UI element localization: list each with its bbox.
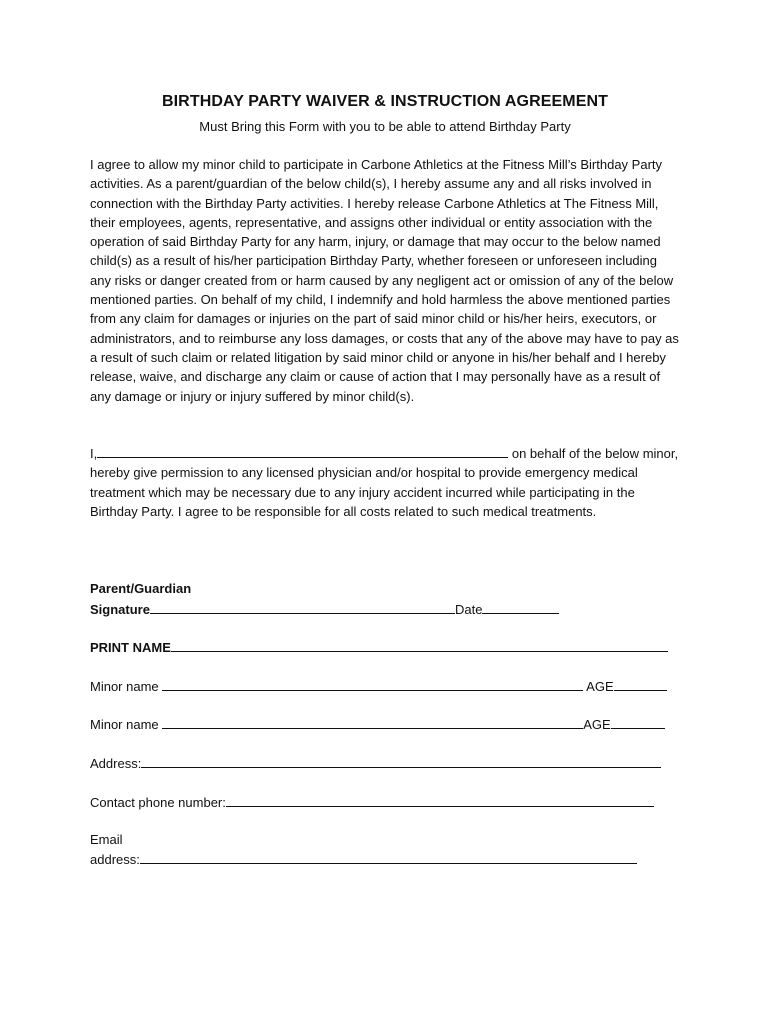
email-field[interactable] <box>140 849 637 864</box>
parent-name-blank[interactable] <box>97 444 508 458</box>
phone-row <box>90 792 654 812</box>
print-name-field[interactable] <box>171 637 668 652</box>
email-label-line1: Email <box>90 832 123 847</box>
date-field[interactable] <box>482 599 559 614</box>
age-label-2: AGE <box>583 717 611 732</box>
medical-rest-text: minor, hereby give permission to any licensed physician and/or hospital to provide emergency medical treatment which may be necessary due to any injury accident incurred while participating in the Birthday Party. I agree to be responsible for all costs related to such medical treatments. <box>90 446 679 519</box>
minor-name-field-2[interactable] <box>162 714 583 729</box>
minor-name-label-1: Minor name <box>90 679 159 694</box>
form-subtitle: Must Bring this Form with you to be able to attend Birthday Party <box>199 119 571 134</box>
age-label-1: AGE <box>586 679 614 694</box>
parent-guardian-label: Parent/Guardian <box>90 581 192 596</box>
age-field-1[interactable] <box>614 676 667 691</box>
print-name-label: PRINT NAME <box>90 640 171 655</box>
phone-label: Contact phone number: <box>90 795 226 810</box>
minor-name-label-2: Minor name <box>90 717 159 732</box>
email-label-line2: address: <box>90 852 140 867</box>
signature-field[interactable] <box>150 599 455 614</box>
medical-lead-text: I, <box>90 446 98 461</box>
age-field-2[interactable] <box>611 714 665 729</box>
medical-after-blank-text: on behalf of the below <box>508 446 640 461</box>
address-field[interactable] <box>141 753 661 768</box>
minor-name-row-2 <box>90 714 665 734</box>
signature-label: Signature <box>90 602 150 617</box>
waiver-paragraph: I agree to allow my minor child to participate in Carbone Athletics at the Fitness Mill’s Birthday Party activities. As a parent/guardian of the below child(s), I hereby assume any and all risks involved in connection with the Birthday Party activities. I hereby release Carbone Athletics at The Fitness Mill, their employees, agents, representative, and assigns other individual or entity association with the operation of said Birthday Party for any harm, injury, or damage that may occur to the below named child(s) as a result of his/her participation Birthday Party, whether foreseen or unforeseen including any risks or danger created from or harm caused by any negligent act or omission of any of the below mentioned parties. On behalf of my child, I indemnify and hold harmless the above mentioned parties from any claim for damages or injuries on the part of said minor child or his/her heirs, executors, or administrators, and to reimburse any loss damages, or costs that any of the above may have to pay as a result of such claim or related litigation by said minor child or anyone in his/her behalf and I hereby release, waive, and discharge any claim or cause of action that I may personally have as a result of any damage or injury or injury suffered by minor child(s). <box>90 157 679 404</box>
signature-row <box>90 599 559 619</box>
address-label: Address: <box>90 756 142 771</box>
form-title: BIRTHDAY PARTY WAIVER & INSTRUCTION AGREEMENT <box>161 93 608 110</box>
email-row <box>90 849 637 869</box>
minor-name-row-1 <box>90 676 667 696</box>
print-name-row <box>90 637 668 657</box>
medical-consent-paragraph <box>90 444 680 521</box>
phone-field[interactable] <box>226 792 654 807</box>
address-row <box>90 753 661 773</box>
date-label: Date <box>454 602 483 617</box>
minor-name-field-1[interactable] <box>162 676 583 691</box>
